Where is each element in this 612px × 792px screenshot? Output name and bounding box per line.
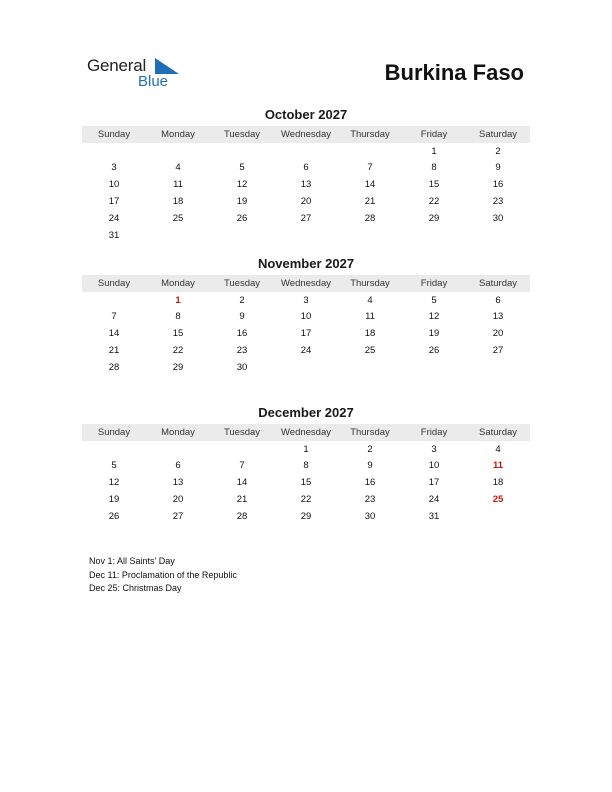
calendar-day: 28 xyxy=(108,362,120,374)
calendar-day: 29 xyxy=(428,213,440,225)
calendar-day-holiday: 1 xyxy=(175,294,181,306)
calendar-day: 10 xyxy=(428,460,440,472)
calendar-day: 21 xyxy=(236,494,248,506)
calendar-day: 29 xyxy=(300,511,312,523)
calendar-day: 16 xyxy=(364,477,376,489)
weekday-label: Friday xyxy=(420,278,448,289)
calendar-day-empty xyxy=(402,228,466,245)
weekday-label: Wednesday xyxy=(281,427,331,438)
calendar-week-row xyxy=(82,309,530,326)
holiday-list xyxy=(89,555,237,596)
calendar-day: 26 xyxy=(428,345,440,357)
calendar-week-row xyxy=(82,293,530,310)
weekday-label: Friday xyxy=(420,129,448,140)
calendar-day: 18 xyxy=(172,196,184,208)
calendar-day: 23 xyxy=(364,494,376,506)
month-weeks xyxy=(82,292,530,377)
calendar-week-row xyxy=(82,442,530,459)
calendar-day-empty xyxy=(210,442,274,459)
calendar-day: 31 xyxy=(428,511,440,523)
calendar-week-row xyxy=(82,492,530,509)
month-calendar-november xyxy=(82,256,530,377)
calendar-day: 22 xyxy=(300,494,312,506)
calendar-day: 8 xyxy=(175,311,181,323)
calendar-day: 18 xyxy=(492,477,504,489)
calendar-day: 20 xyxy=(492,328,504,340)
calendar-day: 3 xyxy=(111,162,117,174)
weekday-label: Monday xyxy=(161,129,195,140)
calendar-day: 7 xyxy=(111,311,117,323)
weekday-label: Saturday xyxy=(478,129,518,140)
calendar-week-row xyxy=(82,458,530,475)
calendar-day: 7 xyxy=(239,460,245,472)
calendar-day: 8 xyxy=(431,162,437,174)
calendar-day-empty xyxy=(210,228,274,245)
weekday-header xyxy=(82,126,530,143)
calendar-week-row xyxy=(82,228,530,245)
calendar-day: 19 xyxy=(108,494,120,506)
weekday-label: Friday xyxy=(420,427,448,438)
logo-word-general: General xyxy=(87,56,147,75)
calendar-day-empty xyxy=(402,360,466,377)
calendar-day-empty xyxy=(466,228,530,245)
calendar-week-row xyxy=(82,509,530,526)
calendar-day: 1 xyxy=(303,443,309,455)
calendar-day: 17 xyxy=(108,196,120,208)
calendar-day: 5 xyxy=(431,294,437,306)
calendar-day: 14 xyxy=(364,179,376,191)
calendar-day: 22 xyxy=(428,196,440,208)
calendar-week-row xyxy=(82,360,530,377)
holiday-item: Nov 1: All Saints’ Day xyxy=(89,556,175,566)
weekday-label: Tuesday xyxy=(223,129,261,140)
weekday-header xyxy=(82,424,530,441)
calendar-day: 9 xyxy=(239,311,245,323)
calendar-day: 9 xyxy=(495,162,501,174)
calendar-day: 26 xyxy=(236,213,248,225)
calendar-day: 2 xyxy=(495,145,501,157)
calendar-day: 14 xyxy=(236,477,248,489)
calendar-day: 6 xyxy=(303,162,309,174)
month-weeks xyxy=(82,441,530,526)
calendar-day: 15 xyxy=(300,477,312,489)
calendar-day: 6 xyxy=(175,460,181,472)
calendar-day-empty xyxy=(210,144,274,161)
calendar-day-holiday: 11 xyxy=(492,460,504,472)
calendar-day: 21 xyxy=(108,345,120,357)
month-weeks xyxy=(82,143,530,245)
weekday-label: Sunday xyxy=(97,278,131,289)
calendar-day-empty xyxy=(146,228,210,245)
calendar-day: 13 xyxy=(492,311,504,323)
calendar-day-empty xyxy=(274,144,338,161)
calendar-day: 11 xyxy=(173,179,183,191)
calendar-day: 4 xyxy=(367,294,373,306)
month-calendar-october xyxy=(82,107,530,245)
calendar-day: 19 xyxy=(236,196,248,208)
calendar-day: 7 xyxy=(367,162,373,174)
calendar-day-empty xyxy=(146,442,210,459)
calendar-day-empty xyxy=(338,228,402,245)
calendar-day: 10 xyxy=(108,179,120,191)
month-title: December 2027 xyxy=(258,405,354,420)
calendar-day: 15 xyxy=(428,179,440,191)
calendar-day: 25 xyxy=(172,213,184,225)
calendar-day: 31 xyxy=(108,230,120,242)
calendar-day: 27 xyxy=(492,345,504,357)
calendar-day: 17 xyxy=(428,477,440,489)
generalblue-logo xyxy=(87,56,187,92)
calendar-day: 30 xyxy=(236,362,248,374)
calendar-day-empty xyxy=(82,442,146,459)
calendar-day: 27 xyxy=(172,511,184,523)
calendar-day: 2 xyxy=(239,294,245,306)
calendar-day-empty xyxy=(338,360,402,377)
weekday-label: Thursday xyxy=(350,427,390,438)
calendar-day: 13 xyxy=(300,179,312,191)
weekday-label: Tuesday xyxy=(223,278,261,289)
calendar-day: 28 xyxy=(364,213,376,225)
calendar-day: 20 xyxy=(300,196,312,208)
country-title: Burkina Faso xyxy=(384,60,524,85)
calendar-day: 2 xyxy=(367,443,373,455)
holiday-item: Dec 25: Christmas Day xyxy=(89,583,182,593)
calendar-day: 9 xyxy=(367,460,373,472)
calendar-day: 26 xyxy=(108,511,120,523)
calendar-day-empty xyxy=(466,509,530,526)
calendar-day: 29 xyxy=(172,362,184,374)
weekday-label: Monday xyxy=(161,278,195,289)
weekday-label: Wednesday xyxy=(281,278,331,289)
calendar-week-row xyxy=(82,343,530,360)
calendar-day: 24 xyxy=(300,345,312,357)
calendar-day: 17 xyxy=(300,328,312,340)
logo-word-blue: Blue xyxy=(138,73,169,90)
calendar-day: 5 xyxy=(239,162,245,174)
calendar-day: 11 xyxy=(365,311,375,323)
weekday-label: Thursday xyxy=(350,129,390,140)
calendar-day: 8 xyxy=(303,460,309,472)
calendar-day: 1 xyxy=(431,145,437,157)
calendar-day: 4 xyxy=(175,162,181,174)
calendar-day: 25 xyxy=(364,345,376,357)
calendar-day-empty xyxy=(274,360,338,377)
calendar-day: 3 xyxy=(431,443,437,455)
calendar-day-empty xyxy=(146,144,210,161)
calendar-day: 12 xyxy=(108,477,120,489)
calendar-day: 30 xyxy=(364,511,376,523)
calendar-day: 30 xyxy=(492,213,504,225)
calendar-day-empty xyxy=(274,228,338,245)
calendar-day: 18 xyxy=(364,328,376,340)
calendar-day: 12 xyxy=(428,311,440,323)
calendar-week-row xyxy=(82,194,530,211)
calendar-day: 21 xyxy=(364,196,376,208)
calendar-day: 16 xyxy=(492,179,504,191)
weekday-label: Thursday xyxy=(350,278,390,289)
calendar-day-empty xyxy=(82,144,146,161)
calendar-week-row xyxy=(82,144,530,161)
calendar-day: 12 xyxy=(236,179,248,191)
calendar-day: 27 xyxy=(300,213,312,225)
weekday-header xyxy=(82,275,530,292)
calendar-week-row xyxy=(82,326,530,343)
calendar-day: 24 xyxy=(428,494,440,506)
calendar-week-row xyxy=(82,160,530,177)
calendar-day-empty xyxy=(338,144,402,161)
calendar-day: 16 xyxy=(236,328,248,340)
holiday-item: Dec 11: Proclamation of the Republic xyxy=(89,569,237,580)
calendar-week-row xyxy=(82,211,530,228)
calendar-day: 22 xyxy=(172,345,184,357)
calendar-day: 15 xyxy=(172,328,184,340)
month-title: October 2027 xyxy=(264,107,348,122)
calendar-week-row xyxy=(82,475,530,492)
month-title: November 2027 xyxy=(257,256,355,271)
calendar-day: 23 xyxy=(492,196,504,208)
month-calendar-december xyxy=(82,405,530,526)
calendar-day: 13 xyxy=(172,477,184,489)
calendar-day: 4 xyxy=(495,443,501,455)
calendar-day: 23 xyxy=(236,345,248,357)
calendar-week-row xyxy=(82,177,530,194)
weekday-label: Monday xyxy=(161,427,195,438)
calendar-day: 10 xyxy=(300,311,312,323)
calendar-day: 24 xyxy=(108,213,120,225)
weekday-label: Tuesday xyxy=(223,427,261,438)
weekday-label: Wednesday xyxy=(281,129,331,140)
logo-flag-icon xyxy=(155,58,179,74)
calendar-day-holiday: 25 xyxy=(492,494,504,506)
calendar-day-empty xyxy=(82,293,146,310)
calendar-day: 3 xyxy=(303,294,309,306)
calendar-day: 19 xyxy=(428,328,440,340)
weekday-label: Sunday xyxy=(97,129,131,140)
calendar-day-empty xyxy=(466,360,530,377)
calendar-day: 28 xyxy=(236,511,248,523)
calendar-day: 14 xyxy=(108,328,120,340)
weekday-label: Sunday xyxy=(97,427,131,438)
weekday-label: Saturday xyxy=(478,427,518,438)
calendar-day: 6 xyxy=(495,294,501,306)
weekday-label: Saturday xyxy=(478,278,518,289)
calendar-day: 20 xyxy=(172,494,184,506)
calendar-day: 5 xyxy=(111,460,117,472)
